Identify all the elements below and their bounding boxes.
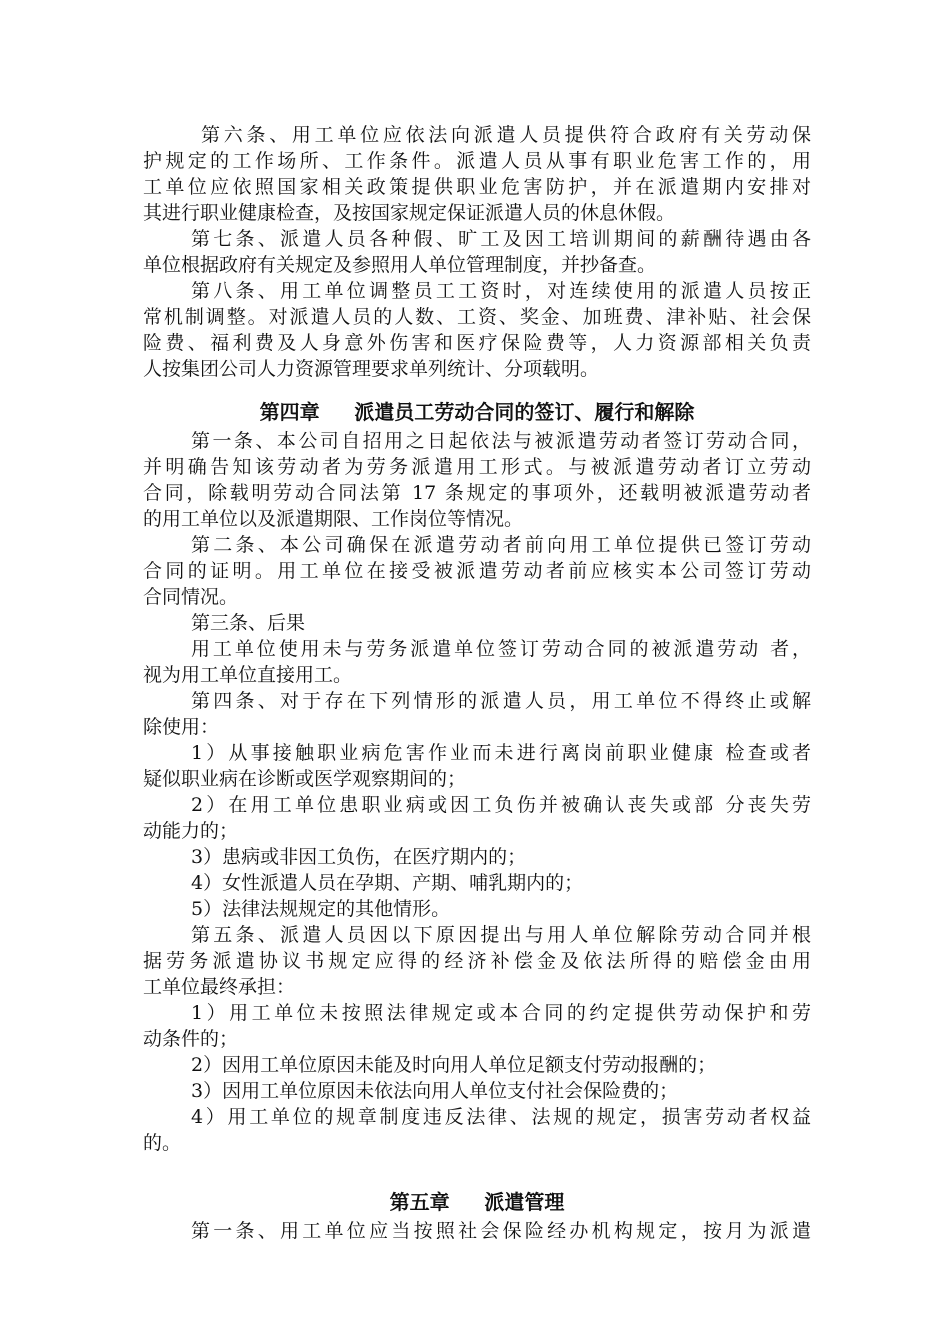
paragraph-line: 3）因用工单位原因未依法向用人单位支付社会保险费的；	[191, 1080, 679, 1102]
paragraph-line: 疑似职业病在诊断或医学观察期间的；	[143, 768, 467, 790]
paragraph-line: 用工单位使用未与劳务派遣单位签订劳动合同的被派遣劳动 者，	[191, 638, 811, 660]
paragraph-line: 工单位最终承担：	[143, 976, 296, 998]
paragraph-line: 2）因用工单位原因未能及时向用人单位足额支付劳动报酬的；	[191, 1054, 717, 1076]
paragraph-line: 常机制调整。对派遣人员的人数、工资、奖金、加班费、津补贴、社会保	[143, 306, 811, 328]
paragraph-line: 并明确告知该劳动者为劳务派遣用工形式。与被派遣劳动者订立劳动	[143, 456, 811, 478]
paragraph-line: 视为用工单位直接用工。	[143, 664, 353, 686]
paragraph-line: 5）法律法规规定的其他情形。	[191, 898, 451, 920]
paragraph-line: 合同，除载明劳动合同法第 17 条规定的事项外，还载明被派遣劳动者	[143, 482, 811, 504]
paragraph-line: 动能力的；	[143, 820, 239, 842]
paragraph-line: 第六条、用工单位应依法向派遣人员提供符合政府有关劳动保	[201, 124, 811, 146]
paragraph-line: 第一条、用工单位应当按照社会保险经办机构规定，按月为派遣	[191, 1220, 811, 1242]
paragraph-line: 的。	[143, 1132, 182, 1154]
paragraph-line: 其进行职业健康检查，及按国家规定保证派遣人员的休息休假。	[143, 202, 676, 224]
paragraph-line: 第五条、派遣人员因以下原因提出与用人单位解除劳动合同并根	[191, 924, 811, 946]
paragraph-line: 第一条、本公司自招用之日起依法与被派遣劳动者签订劳动合同，	[191, 430, 811, 452]
paragraph-line: 合同的证明。用工单位在接受被派遣劳动者前应核实本公司签订劳动	[143, 560, 811, 582]
paragraph-line: 人按集团公司人力资源管理要求单列统计、分项载明。	[143, 358, 600, 380]
paragraph-line: 第七条、派遣人员各种假、旷工及因工培训期间的薪酬待遇由各	[191, 228, 811, 250]
paragraph-line: 合同情况。	[143, 586, 239, 608]
paragraph-line: 第八条、用工单位调整员工工资时，对连续使用的派遣人员按正	[191, 280, 811, 302]
paragraph-line: 第四条、对于存在下列情形的派遣人员，用工单位不得终止或解	[191, 690, 811, 712]
paragraph-line: 4）用工单位的规章制度违反法律、法规的规定，损害劳动者权益	[191, 1106, 811, 1128]
chapter-5-heading: 第五章 派遣管理	[389, 1190, 565, 1214]
paragraph-line: 2）在用工单位患职业病或因工负伤并被确认丧失或部 分丧失劳	[191, 794, 811, 816]
paragraph-line: 1）从事接触职业病危害作业而未进行离岗前职业健康 检查或者	[191, 742, 811, 764]
paragraph-line: 3）患病或非因工负伤，在医疗期内的；	[191, 846, 527, 868]
paragraph-line: 1）用工单位未按照法律规定或本合同的约定提供劳动保护和劳	[191, 1002, 811, 1024]
paragraph-line: 第二条、本公司确保在派遣劳动者前向用工单位提供已签订劳动	[191, 534, 811, 556]
paragraph-line: 4）女性派遣人员在孕期、产期、哺乳期内的；	[191, 872, 584, 894]
paragraph-line: 工单位应依照国家相关政策提供职业危害防护，并在派遣期内安排对	[143, 176, 811, 198]
paragraph-line: 除使用：	[143, 716, 220, 738]
paragraph-line: 的用工单位以及派遣期限、工作岗位等情况。	[143, 508, 524, 530]
paragraph-line: 第三条、后果	[191, 612, 306, 634]
paragraph-line: 动条件的；	[143, 1028, 239, 1050]
paragraph-line: 险费、福利费及人身意外伤害和医疗保险费等，人力资源部相关负责	[143, 332, 811, 354]
paragraph-line: 据劳务派遣协议书规定应得的经济补偿金及依法所得的赔偿金由用	[143, 950, 811, 972]
paragraph-line: 单位根据政府有关规定及参照用人单位管理制度，并抄备查。	[143, 254, 657, 276]
chapter-4-heading: 第四章 派遣员工劳动合同的签订、履行和解除	[259, 400, 695, 424]
paragraph-line: 护规定的工作场所、工作条件。派遣人员从事有职业危害工作的，用	[143, 150, 811, 172]
